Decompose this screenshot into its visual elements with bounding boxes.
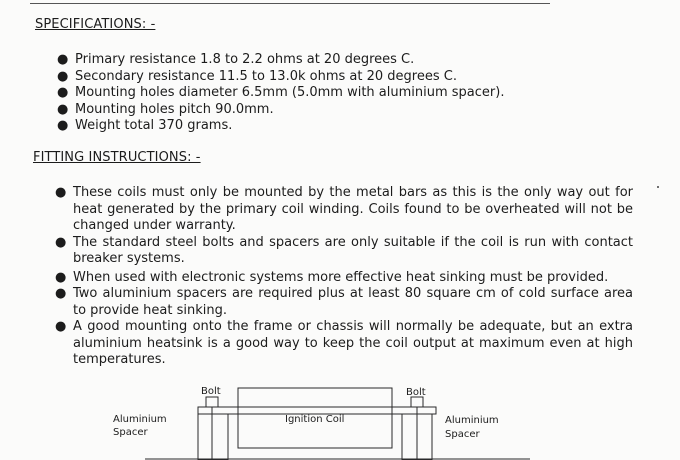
bullet-icon: ● [57, 118, 69, 133]
list-item [55, 319, 633, 369]
top-rule [30, 3, 550, 4]
bullet-icon: ● [57, 101, 69, 117]
instruction-text: A good mounting onto the frame or chassis will normally be adequate, but an extra aluminium heatsink is a good way to keep the coil output at maximum even at high temperatures. [73, 319, 633, 367]
specifications-list [57, 52, 655, 135]
bullet-icon: ● [57, 85, 69, 100]
bullet-icon: ● [55, 269, 67, 285]
spacer-label-right-line2: Spacer [445, 429, 480, 440]
spacer-label-left-line1: Aluminium [113, 414, 167, 425]
list-item [55, 269, 633, 287]
bolt-label-right: Bolt [406, 387, 426, 398]
list-item [55, 185, 633, 235]
instruction-text: The standard steel bolts and spacers are only suitable if the coil is run with contact breaker systems. [73, 234, 633, 266]
spec-text: Mounting holes diameter 6.5mm (5.0mm with aluminium spacer). [75, 85, 505, 100]
instruction-text: Two aluminium spacers are required plus at least 80 square cm of cold surface area to provide heat sinking. [73, 286, 633, 318]
bolt-head-left [206, 397, 218, 407]
ignition-coil-label: Ignition Coil [285, 414, 345, 425]
bullet-icon: ● [57, 68, 69, 84]
bullet-icon: ● [55, 234, 67, 250]
mounting-bar [198, 407, 436, 414]
spec-text: Mounting holes pitch 90.0mm. [75, 101, 274, 117]
list-item [57, 85, 655, 102]
list-item [55, 234, 633, 268]
mounting-diagram [0, 380, 680, 460]
list-item [57, 52, 655, 69]
list-item [57, 118, 655, 135]
list-item [57, 101, 655, 119]
spec-text: Primary resistance 1.8 to 2.2 ohms at 20 degrees C. [75, 52, 415, 67]
spacer-label-left-line2: Spacer [113, 427, 148, 438]
spec-text: Weight total 370 grams. [75, 118, 233, 133]
aluminium-spacer-left [198, 414, 228, 460]
instruction-text: When used with electronic systems more effective heat sinking must be provided. [73, 269, 609, 285]
bullet-icon: ● [55, 286, 67, 301]
fitting-instructions-heading: FITTING INSTRUCTIONS: - [33, 150, 201, 165]
spacer-label-right-line1: Aluminium [445, 415, 499, 426]
bolt-head-right [411, 397, 423, 407]
fitting-instructions-list [55, 185, 633, 369]
list-item [57, 68, 655, 86]
bolt-label-left: Bolt [201, 386, 221, 397]
bullet-icon: ● [57, 52, 69, 67]
paper-speck [657, 186, 659, 188]
list-item [55, 286, 633, 319]
specifications-heading: SPECIFICATIONS: - [35, 17, 156, 32]
bullet-icon: ● [55, 319, 67, 334]
instruction-text: These coils must only be mounted by the metal bars as this is the only way out for heat generated by the primary coil winding. Coils found to be overheated will not be changed under warranty. [73, 185, 633, 233]
spec-text: Secondary resistance 11.5 to 13.0k ohms at 20 degrees C. [75, 68, 457, 84]
bullet-icon: ● [55, 185, 67, 200]
